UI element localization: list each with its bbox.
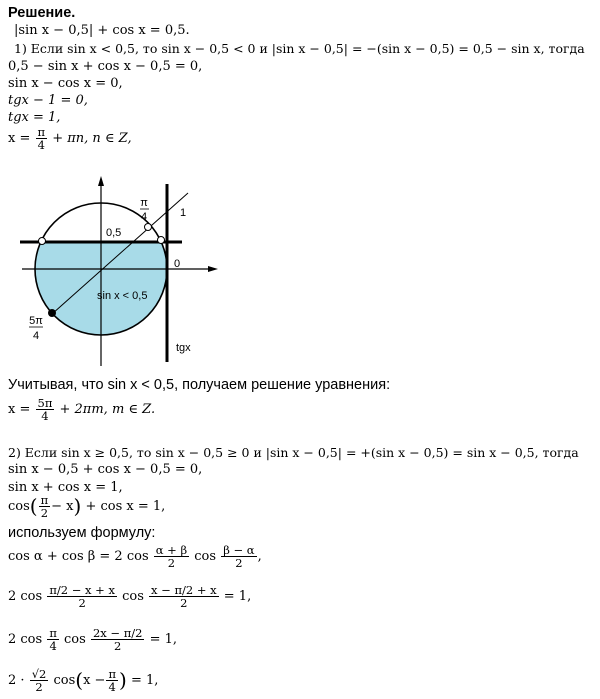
case2-step4 [8,584,251,609]
case1-step1: 0,5 − sin x + cos x − 0,5 = 0, [8,59,203,74]
case2-step6-fraction-2 [106,668,118,693]
label-region: sin x < 0,5 [97,290,148,302]
case1-sol-prefix: x = [8,131,31,146]
label-pi4-num: π [140,197,148,209]
x-axis-arrow [208,266,218,272]
intersection-point-left [39,238,46,245]
considering-sol-num: 5π [37,396,53,410]
case2-step5-fraction-1 [47,627,59,652]
case2-step6-b: cos [53,673,76,688]
point-5pi-over-4 [48,309,56,317]
case2-step4-fraction-2 [149,584,219,609]
case2-step4-end: = 1, [223,589,252,604]
case2-step5-fraction-2 [91,627,145,652]
case1-sol-suffix: + πn, n ∈ Z, [52,131,132,146]
case2-step5 [8,627,177,652]
case2-step4-b: cos [122,589,144,604]
considering-sol-fraction [36,397,55,422]
main-equation: |sin x − 0,5| + cos x = 0,5. [14,23,190,38]
label-5pi4-num: 5π [29,315,43,327]
label-pi4-den: 4 [140,211,148,223]
y-axis-arrow [98,176,104,186]
case1-sol-den: 4 [37,138,45,152]
considering-sol-den: 4 [41,409,49,423]
considering-solution [8,397,155,422]
point-pi-over-4 [145,224,152,231]
case2-step4-a: 2 cos [8,589,43,604]
formula-b: cos [194,549,217,564]
case2-step6-den1: 2 [35,680,43,694]
label-5pi4-den: 4 [32,330,40,342]
formula-intro: используем формулу: [8,525,156,541]
case2-step4-fraction-1 [47,584,117,609]
case2-step6-num1: √2 [31,667,47,681]
case2-step5-b: cos [64,632,86,647]
formula-den1: 2 [167,556,176,570]
label-tg: tgx [176,342,191,354]
case2-step5-num1: π [49,626,57,640]
case2-step5-end: = 1, [149,632,178,647]
case2-step2: sin x + cos x = 1, [8,480,123,495]
considering-sol-prefix: x = [8,402,31,417]
case2-step6-c: x − [83,673,106,688]
case2-step5-den2: 2 [114,639,122,653]
case1-step2: sin x − cos x = 0, [8,76,123,91]
case2-step3-a: cos [8,499,30,514]
sum-to-product-formula [8,544,262,569]
label-half: 0,5 [106,227,122,239]
formula-num2: β − α [223,543,255,557]
case2-step5-den1: 4 [49,639,57,653]
case2-step4-num2: x − π/2 + x [151,583,217,597]
formula-a: cos α + cos β = 2 cos [8,549,149,564]
solution-heading: Решение. [8,5,76,21]
intersection-point-right [158,237,165,244]
case2-step3-fraction [39,494,51,519]
considering-text: Учитывая, что sin x < 0,5, получаем решение уравнения: [8,377,391,393]
considering-sol-suffix: + 2πm, m ∈ Z. [59,402,156,417]
case2-step6-fraction-1 [30,668,49,693]
case1-condition: 1) Если sin x < 0,5, то sin x − 0,5 < 0 и |sin x − 0,5| = −(sin x − 0,5) = 0,5 − sin x, тогда [14,41,585,56]
label-zero: 0 [174,258,181,270]
case1-step4: tgx = 1, [8,110,61,125]
case2-step6-num2: π [108,667,116,681]
case2-step3 [8,494,165,519]
case2-step6-den2: 4 [108,680,116,694]
case2-step3-paren-open: ( [29,494,38,518]
formula-end: , [257,549,262,564]
case1-step3: tgx − 1 = 0, [8,93,88,108]
case2-step3-paren-close: ) [73,494,82,518]
case2-step4-den2: 2 [180,596,188,610]
case2-condition: 2) Если sin x ≥ 0,5, то sin x − 0,5 ≥ 0 и |sin x − 0,5| = +(sin x − 0,5) = sin x − 0,5, тогда [8,445,579,460]
case2-step4-num1: π/2 − x + x [49,583,115,597]
case2-step6-a: 2 · [8,673,25,688]
case2-step5-a: 2 cos [8,632,43,647]
formula-fraction-1 [154,544,189,569]
formula-den2: 2 [235,556,243,570]
case2-step6-end: = 1, [130,673,159,688]
case2-step6-paren-close: ) [119,668,127,692]
case2-step3-den: 2 [40,506,49,520]
case2-step3-num: π [40,493,49,507]
case2-step4-den1: 2 [78,596,86,610]
case2-step6-paren-open: ( [75,668,84,692]
case2-step1: sin x − 0,5 + cos x − 0,5 = 0, [8,462,203,477]
case1-sol-num: π [37,125,46,139]
case2-step5-num2: 2x − π/2 [92,626,143,640]
case2-step6 [8,668,158,693]
case2-step3-b: − x [51,499,74,514]
label-one: 1 [180,207,187,219]
formula-fraction-2 [221,544,256,569]
case2-step3-c: + cos x = 1, [85,499,166,514]
formula-num1: α + β [155,543,188,557]
